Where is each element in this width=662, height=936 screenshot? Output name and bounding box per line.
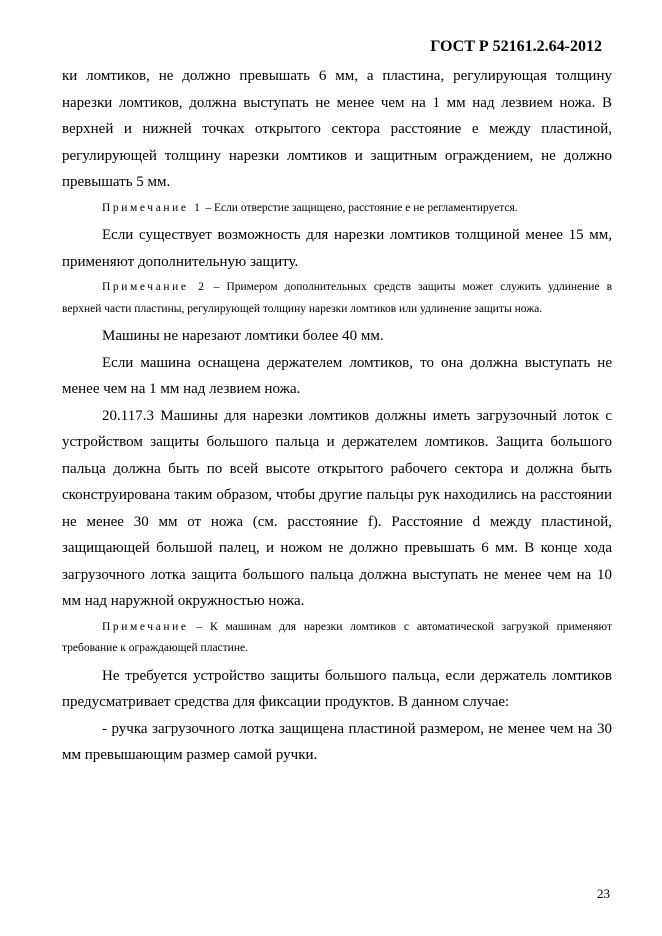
note-3 — [62, 615, 612, 663]
note-1-text: – Если отверстие защищено, расстояние e не регламентируется. — [202, 201, 518, 214]
standard-header: ГОСТ Р 52161.2.64-2012 — [430, 38, 602, 55]
paragraph-4: Если машина оснащена держателем ломтиков, то она должна выступать не менее чем на 1 мм над лезвием ножа. — [62, 354, 612, 397]
paragraph-2: Если существует возможность для нарезки ломтиков толщиной менее 15 мм, применяют дополнительную защиту. — [62, 227, 612, 270]
document-body — [62, 63, 612, 769]
note-1 — [62, 196, 612, 223]
note-3-text: – К машинам для нарезки ломтиков с автоматической загрузкой применяют требование к ограждающей пластине. — [62, 620, 612, 654]
paragraph-6: Не требуется устройство защиты большого пальца, если держатель ломтиков предусматривает средства для фиксации продуктов. В данном случае: — [62, 667, 612, 710]
note-1-label: Примечание 1 — [102, 201, 203, 214]
note-3-label: Примечание — [102, 620, 189, 633]
paragraph-5: 20.117.3 Машины для нарезки ломтиков должны иметь загрузочный лоток с устройством защиты большого пальца и держателем ломтиков. Защита большого пальца должна быть по всей высоте открытого рабочего сектора и должна быть сконструирована таким образом, чтобы другие пальцы рук находились на расстоянии не менее 30 мм от ножа (см. расстояние f). Расстояние d между пластиной, защищающей большой палец, и ножом не должно превышать 6 мм. В конце хода загрузочного лотка защита большого пальца должна выступать не менее чем на 10 мм над наружной окружностью ножа. — [62, 407, 612, 609]
note-2-label: Примечание 2 — [102, 281, 207, 293]
note-2 — [62, 275, 612, 323]
page-number: 23 — [597, 886, 610, 901]
note-2-text: – Примером дополнительных средств защиты может служить удлинение в верхней части пластины, регулирующей толщину нарезки ломтиков или удлинение защиты ножа. — [62, 281, 612, 315]
paragraph-7: - ручка загрузочного лотка защищена пластиной размером, не менее чем на 30 мм превышающим размер самой ручки. — [62, 720, 612, 763]
paragraph-3: Машины не нарезают ломтики более 40 мм. — [102, 328, 384, 344]
paragraph-1: ки ломтиков, не должно превышать 6 мм, а пластина, регулирующая толщину нарезки ломтиков, должна выступать не менее чем на 1 мм над лезвием ножа. В верхней и нижней точках открытого сектора расстояние e между пластиной, регулирующей толщину нарезки ломтиков и защитным ограждением, не должно превышать 5 мм. — [62, 68, 612, 190]
